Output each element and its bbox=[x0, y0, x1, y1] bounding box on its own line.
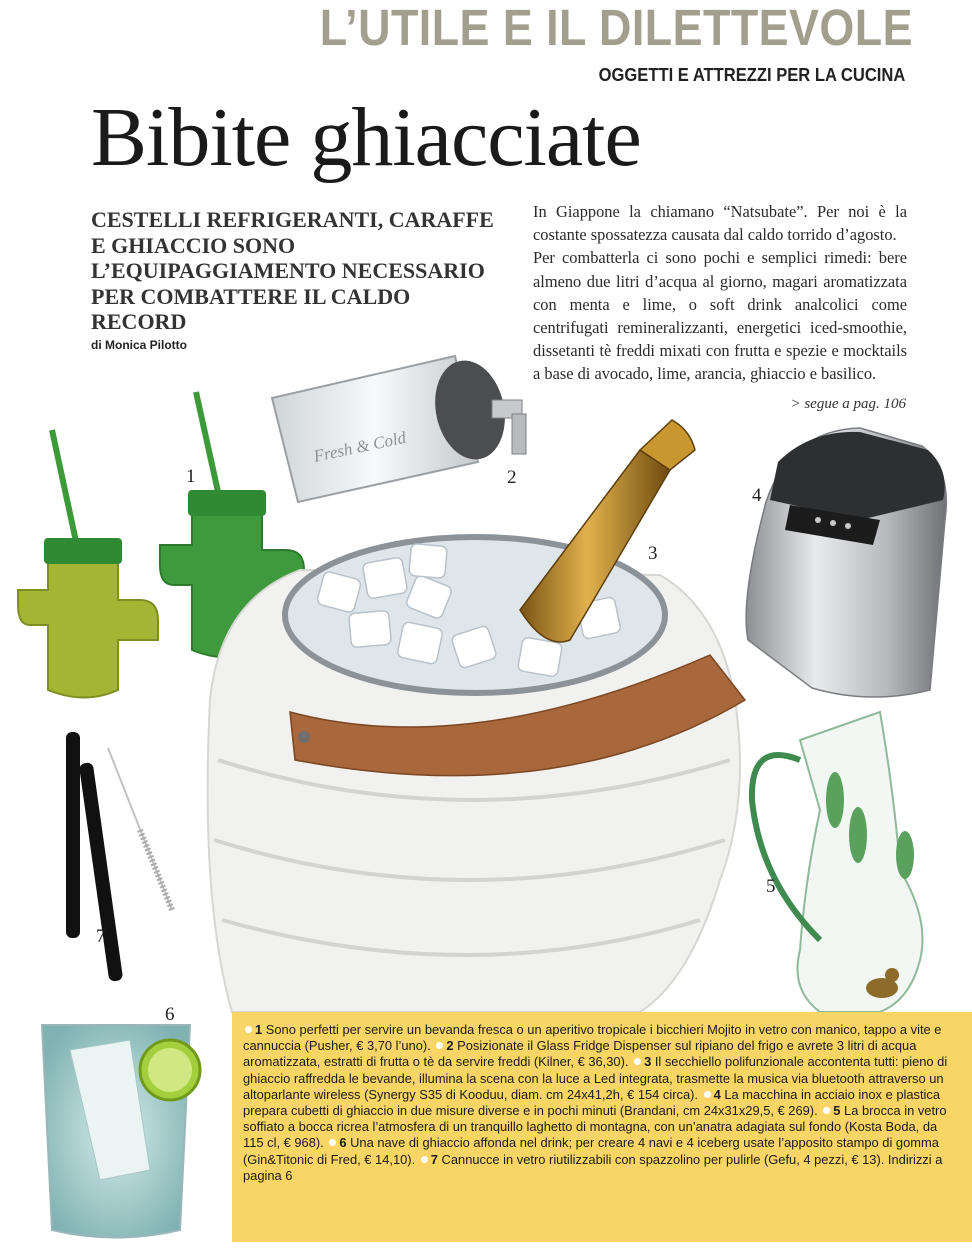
glass-jug-with-duck bbox=[752, 712, 923, 1012]
article-byline: di Monica Pilotto bbox=[91, 338, 187, 352]
bullet-dot-icon bbox=[823, 1107, 830, 1114]
bullet-dot-icon bbox=[245, 1026, 252, 1033]
glass-fridge-dispenser bbox=[272, 354, 526, 502]
article-deck: CESTELLI REFRIGERANTI, CARAFFE E GHIACCIO SONO L’EQUIPAGGIAMENTO NECESSARIO PER COMBATTERE IL CALDO RECORD bbox=[91, 207, 494, 334]
caption-item: Una nave di ghiaccio affonda nel drink; per creare 4 navi e 4 iceberg usate l’apposito stampo di gomma (Gin&Titonic di Fred, € 14,10). bbox=[243, 1135, 939, 1167]
product-number-7: 7 bbox=[96, 926, 106, 947]
caption-number: 6 bbox=[339, 1135, 347, 1151]
ice-bucket-speaker bbox=[208, 420, 745, 1012]
caption-item: Sono perfetti per servire un bevanda fresca o un aperitivo tropicale i bicchieri Mojito in vetro con manico, tappo a vite e cannuccia (Pusher, € 3,70 l’uno). bbox=[243, 1022, 942, 1054]
caption-number: 2 bbox=[446, 1038, 454, 1054]
intro-paragraph: Per combatterla ci sono pochi e semplici rimedi: bere almeno due litri d’acqua al giorno, magari aromatizzata con menta e lime, o soft drink analcolici come centrifugati remineralizzanti, energetici iced-smoothie, dissetanti tè freddi mixati con frutta e spezie e mocktails a base di avocado, lime, arancia, ghiaccio e basilico. bbox=[533, 248, 907, 384]
section-subtitle: OGGETTI E ATTREZZI PER LA CUCINA bbox=[598, 65, 905, 85]
caption-item: La brocca in vetro soffiato a bocca ricrea l’atmosfera di un tranquillo laghetto di montagna, con un’anatra adagiata sul fondo (Kosta Boda, da 115 cl, € 968). bbox=[243, 1103, 947, 1151]
product-number-1: 1 bbox=[186, 466, 196, 487]
product-number-2: 2 bbox=[507, 467, 517, 488]
continued-reference: > segue a pag. 106 bbox=[790, 396, 906, 412]
intro-paragraph: In Giappone la chiamano “Natsubate”. Per noi è la costante spossatezza causata dal caldo torrido d’agosto. bbox=[533, 202, 907, 245]
caption-number: 4 bbox=[713, 1086, 721, 1102]
bullet-dot-icon bbox=[704, 1091, 711, 1098]
product-number-5: 5 bbox=[766, 876, 776, 897]
bullet-dot-icon bbox=[421, 1156, 428, 1163]
bullet-dot-icon bbox=[634, 1058, 641, 1065]
product-number-3: 3 bbox=[648, 543, 658, 564]
caption-number: 1 bbox=[255, 1022, 263, 1037]
svg-text:Fresh & Cold: Fresh & Cold bbox=[311, 427, 408, 466]
caption-number: 3 bbox=[644, 1054, 652, 1070]
bullet-dot-icon bbox=[329, 1139, 336, 1146]
product-number-6: 6 bbox=[165, 1004, 175, 1025]
section-kicker: L’UTILE E IL DILETTEVOLE bbox=[319, 0, 914, 56]
product-number-4: 4 bbox=[752, 485, 762, 506]
caption-item: Il secchiello polifunzionale accontenta tutti: pieno di ghiaccio raffredda le bevande, illumina la scena con la luce a Led integrata, trasmette la musica via bluetooth attraverso un altoparlante wireless (Synergy S35 di Kooduu, diam. cm 24x41,2h, € 154 circa). bbox=[243, 1054, 948, 1102]
caption-item: La macchina in acciaio inox e plastica prepara cubetti di ghiaccio in due misure diverse e in pochi minuti (Brandani, cm 24x31x29,5, € 269). bbox=[243, 1086, 941, 1119]
caption-number: 5 bbox=[833, 1103, 841, 1119]
article-title: Bibite ghiacciate bbox=[91, 91, 641, 184]
tumbler-ice-ship bbox=[42, 1025, 200, 1238]
caption-item: Cannucce in vetro riutilizzabili con spazzolino per pulirle (Gefu, 4 pezzi, € 13). Indirizzi a pagina 6 bbox=[243, 1151, 943, 1183]
ice-maker-machine bbox=[746, 428, 946, 697]
glass-straws bbox=[66, 732, 172, 982]
caption-box bbox=[232, 1012, 972, 1242]
caption-number: 7 bbox=[430, 1151, 438, 1167]
captions-text bbox=[243, 1022, 955, 1184]
caption-item: Posizionate il Glass Fridge Dispenser sul ripiano del frigo e avrete 3 litri di acqua aromatizzata, estratti di frutta o tè da servire freddi (Kilner, € 36,30). bbox=[243, 1038, 917, 1070]
bullet-dot-icon bbox=[436, 1042, 443, 1049]
